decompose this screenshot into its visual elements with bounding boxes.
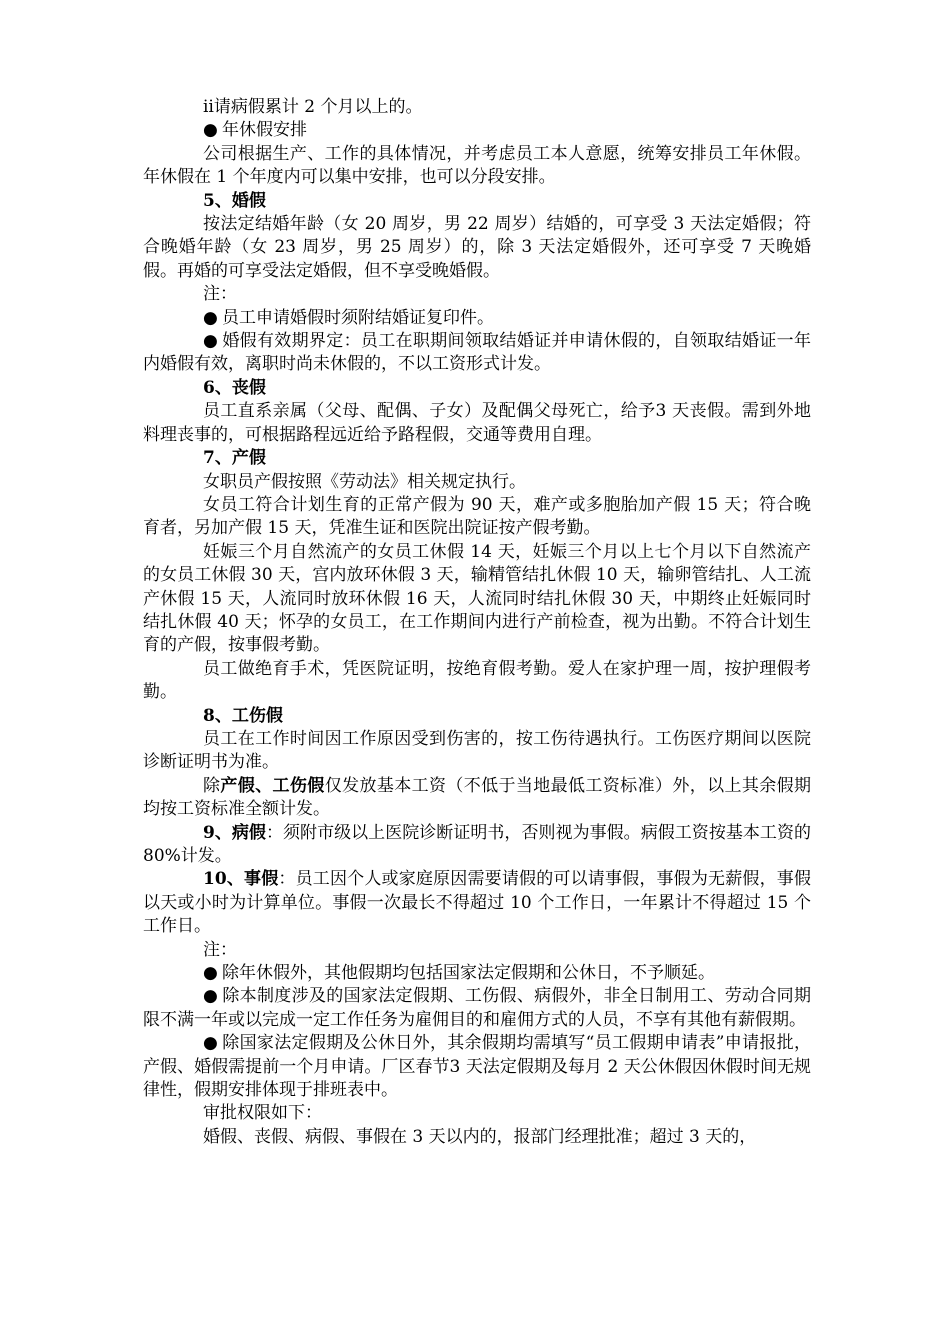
general-bullet-1: ● 除年休假外，其他假期均包括国家法定假期和公休日，不予顺延。 — [143, 962, 811, 985]
marriage-bullet-2: ● 婚假有效期界定：员工在职期间领取结婚证并申请休假的，自领取结婚证一年内婚假有效，离职时尚未休假的，不以工资形式计发。 — [143, 331, 811, 375]
bullet-icon: ● — [203, 331, 218, 352]
sick-leave-text: 9、病假：须附市级以上医院诊断证明书，否则视为事假。病假工资按基本工资的 80%计发。 — [143, 822, 811, 866]
personal-leave-text: 10、事假：员工因个人或家庭原因需要请假的可以请事假，事假为无薪假，事假以天或小时为计算单位。事假一次最长不得超过 10 个工作日，一年累计不得超过 15 个工作日。 — [143, 869, 811, 937]
general-bullet-3: ● 除国家法定假期及公休日外，其余假期均需填写“员工假期申请表”申请报批，产假、婚假需提前一个月申请。厂区春节3 天法定假期及每月 2 天公休假因休假时间无规律性，假期安排体现于排班表中。 — [143, 1033, 811, 1101]
heading-marriage-leave: 5、婚假 — [203, 190, 266, 211]
sick-leave-condition: ⅱ请病假累计 2 个月以上的。 — [203, 97, 423, 117]
note-label: 注： — [203, 284, 237, 305]
general-bullet-2: ● 除本制度涉及的国家法定假期、工伤假、病假外，非全日制用工、劳动合同期限不满一年或以完成一定工作任务为雇佣目的和雇佣方式的人员，不享有其他有薪假期。 — [143, 986, 811, 1030]
maternity-text-2: 女员工符合计划生育的正常产假为 90 天，难产或多胞胎加产假 15 天；符合晚育者，另加产假 15 天，凭准生证和医院出院证按产假考勤。 — [143, 494, 811, 539]
bullet-icon: ● — [203, 307, 218, 328]
heading-maternity-leave: 7、产假 — [203, 448, 266, 469]
bullet-icon: ● — [203, 1033, 218, 1054]
approval-text: 婚假、丧假、病假、事假在 3 天以内的，报部门经理批准；超过 3 天的， — [203, 1126, 757, 1147]
heading-funeral-leave: 6、丧假 — [203, 377, 266, 398]
marriage-bullet-1: ● 员工申请婚假时须附结婚证复印件。 — [143, 307, 811, 330]
bullet-icon: ● — [203, 120, 218, 141]
maternity-text-3: 妊娠三个月自然流产的女员工休假 14 天，妊娠三个月以上七个月以下自然流产的女员工休假 30 天，宫内放环休假 3 天，输精管结扎休假 10 天，输卵管结扎、人工流产休假 15 天，人流同时放环休假 16 天，人流同时结扎休假 30 天，中期终止妊娠同时结扎休假 40 天；怀孕的女员工，在工作期间内进行产前检查，视为出勤。不符合计划生育的产假，按事假考勤。 — [143, 541, 811, 656]
marriage-leave-text: 按法定结婚年龄（女 20 周岁，男 22 周岁）结婚的，可享受 3 天法定婚假；符合晚婚年龄（女 23 周岁，男 25 周岁）的，除 3 天法定婚假外，还可享受 7 天晚婚假。再婚的可享受法定婚假，但不享受晚婚假。 — [143, 214, 811, 281]
approval-title: 审批权限如下： — [203, 1103, 322, 1124]
note-label: 注： — [203, 939, 237, 960]
maternity-text-1: 女职员产假按照《劳动法》相关规定执行。 — [203, 471, 526, 492]
injury-leave-text: 员工在工作时间因工作原因受到伤害的，按工伤待遇执行。工伤医疗期间以医院诊断证明书为准。 — [143, 728, 811, 773]
document-page — [143, 96, 811, 1149]
bullet-icon: ● — [203, 986, 218, 1007]
bullet-icon: ● — [203, 963, 218, 984]
annual-leave-bullet: ● 年休假安排 — [143, 119, 811, 142]
annual-leave-text: 公司根据生产、工作的具体情况，并考虑员工本人意愿，统筹安排员工年休假。年休假在 1 个年度内可以集中安排，也可以分段安排。 — [143, 143, 811, 188]
pay-rule-text: 除产假、工伤假仅发放基本工资（不低于当地最低工资标准）外，以上其余假期均按工资标准全额计发。 — [143, 775, 812, 820]
heading-injury-leave: 8、工伤假 — [203, 705, 283, 726]
maternity-text-4: 员工做绝育手术，凭医院证明，按绝育假考勤。爱人在家护理一周，按护理假考勤。 — [143, 658, 811, 703]
funeral-leave-text: 员工直系亲属（父母、配偶、子女）及配偶父母死亡，给予3 天丧假。需到外地料理丧事的，可根据路程远近给予路程假，交通等费用自理。 — [143, 401, 811, 445]
